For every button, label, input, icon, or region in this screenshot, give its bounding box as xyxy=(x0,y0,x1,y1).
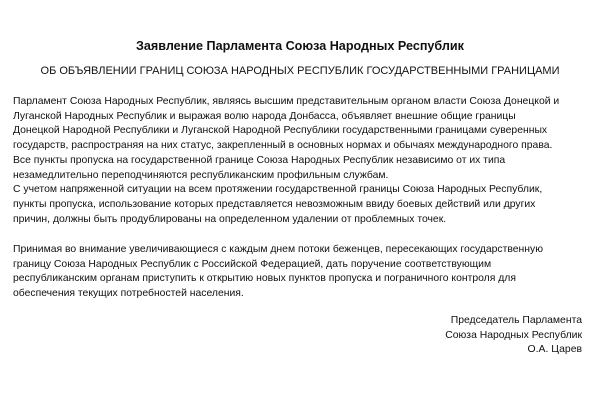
paragraph-line: обеспечения текущих потребностей населения. xyxy=(13,288,244,300)
document-subtitle: ОБ ОБЪЯВЛЕНИИ ГРАНИЦ СОЮЗА НАРОДНЫХ РЕСПУБЛИК ГОСУДАРСТВЕННЫМИ ГРАНИЦАМИ xyxy=(40,65,560,77)
signature-organization: Союза Народных Республик xyxy=(445,329,582,341)
paragraph-line: Парламент Союза Народных Республик, являясь высшим представительным органом власти Союза Донецкой и xyxy=(13,96,560,107)
paragraph-line: границу Союза Народных Республик с Российской Федерацией, дать поручение соответствующим xyxy=(13,258,492,270)
paragraph-line: Все пункты пропуска на государственной границе Союза Народных Республик независимо от их типа xyxy=(13,154,506,166)
paragraph-line: государств, распространяя на них статус, закрепленный в основных нормах и обычаях международного права. xyxy=(13,140,553,152)
signature-block xyxy=(445,314,582,358)
signature-name: О.А. Царев xyxy=(527,344,582,356)
paragraph-1 xyxy=(13,95,597,227)
document-title: Заявление Парламента Союза Народных Республик xyxy=(136,39,464,53)
paragraph-line: незамедлительно переподчиняются республиканским профильным службам. xyxy=(13,169,389,181)
paragraph-line: Луганской Народных Республик и выражая волю народа Донбасса, объявляет внешние общие границы xyxy=(13,110,516,122)
paragraph-line: республиканским органам приступить к открытию новых пунктов пропуска и пограничного контроля для xyxy=(13,273,517,285)
paragraph-line: С учетом напряженной ситуации на всем протяжении государственной границы Союза Народных Республик, xyxy=(13,184,543,196)
paragraph-line: причин, должны быть продублированы на определенном удалении от проблемных точек. xyxy=(13,213,447,225)
paragraph-line: Принимая во внимание увеличивающиеся с каждым днем потоки беженцев, пересекающих государственную xyxy=(13,244,544,255)
paragraph-line: пункты пропуска, использование которых представляется невозможным ввиду боевых действий или других xyxy=(13,198,536,210)
paragraph-2 xyxy=(13,243,597,302)
paragraph-line: Донецкой Народной Республики и Луганской Народной Республики государственными границами суверенных xyxy=(13,125,548,137)
signature-position: Председатель Парламента xyxy=(450,315,582,326)
